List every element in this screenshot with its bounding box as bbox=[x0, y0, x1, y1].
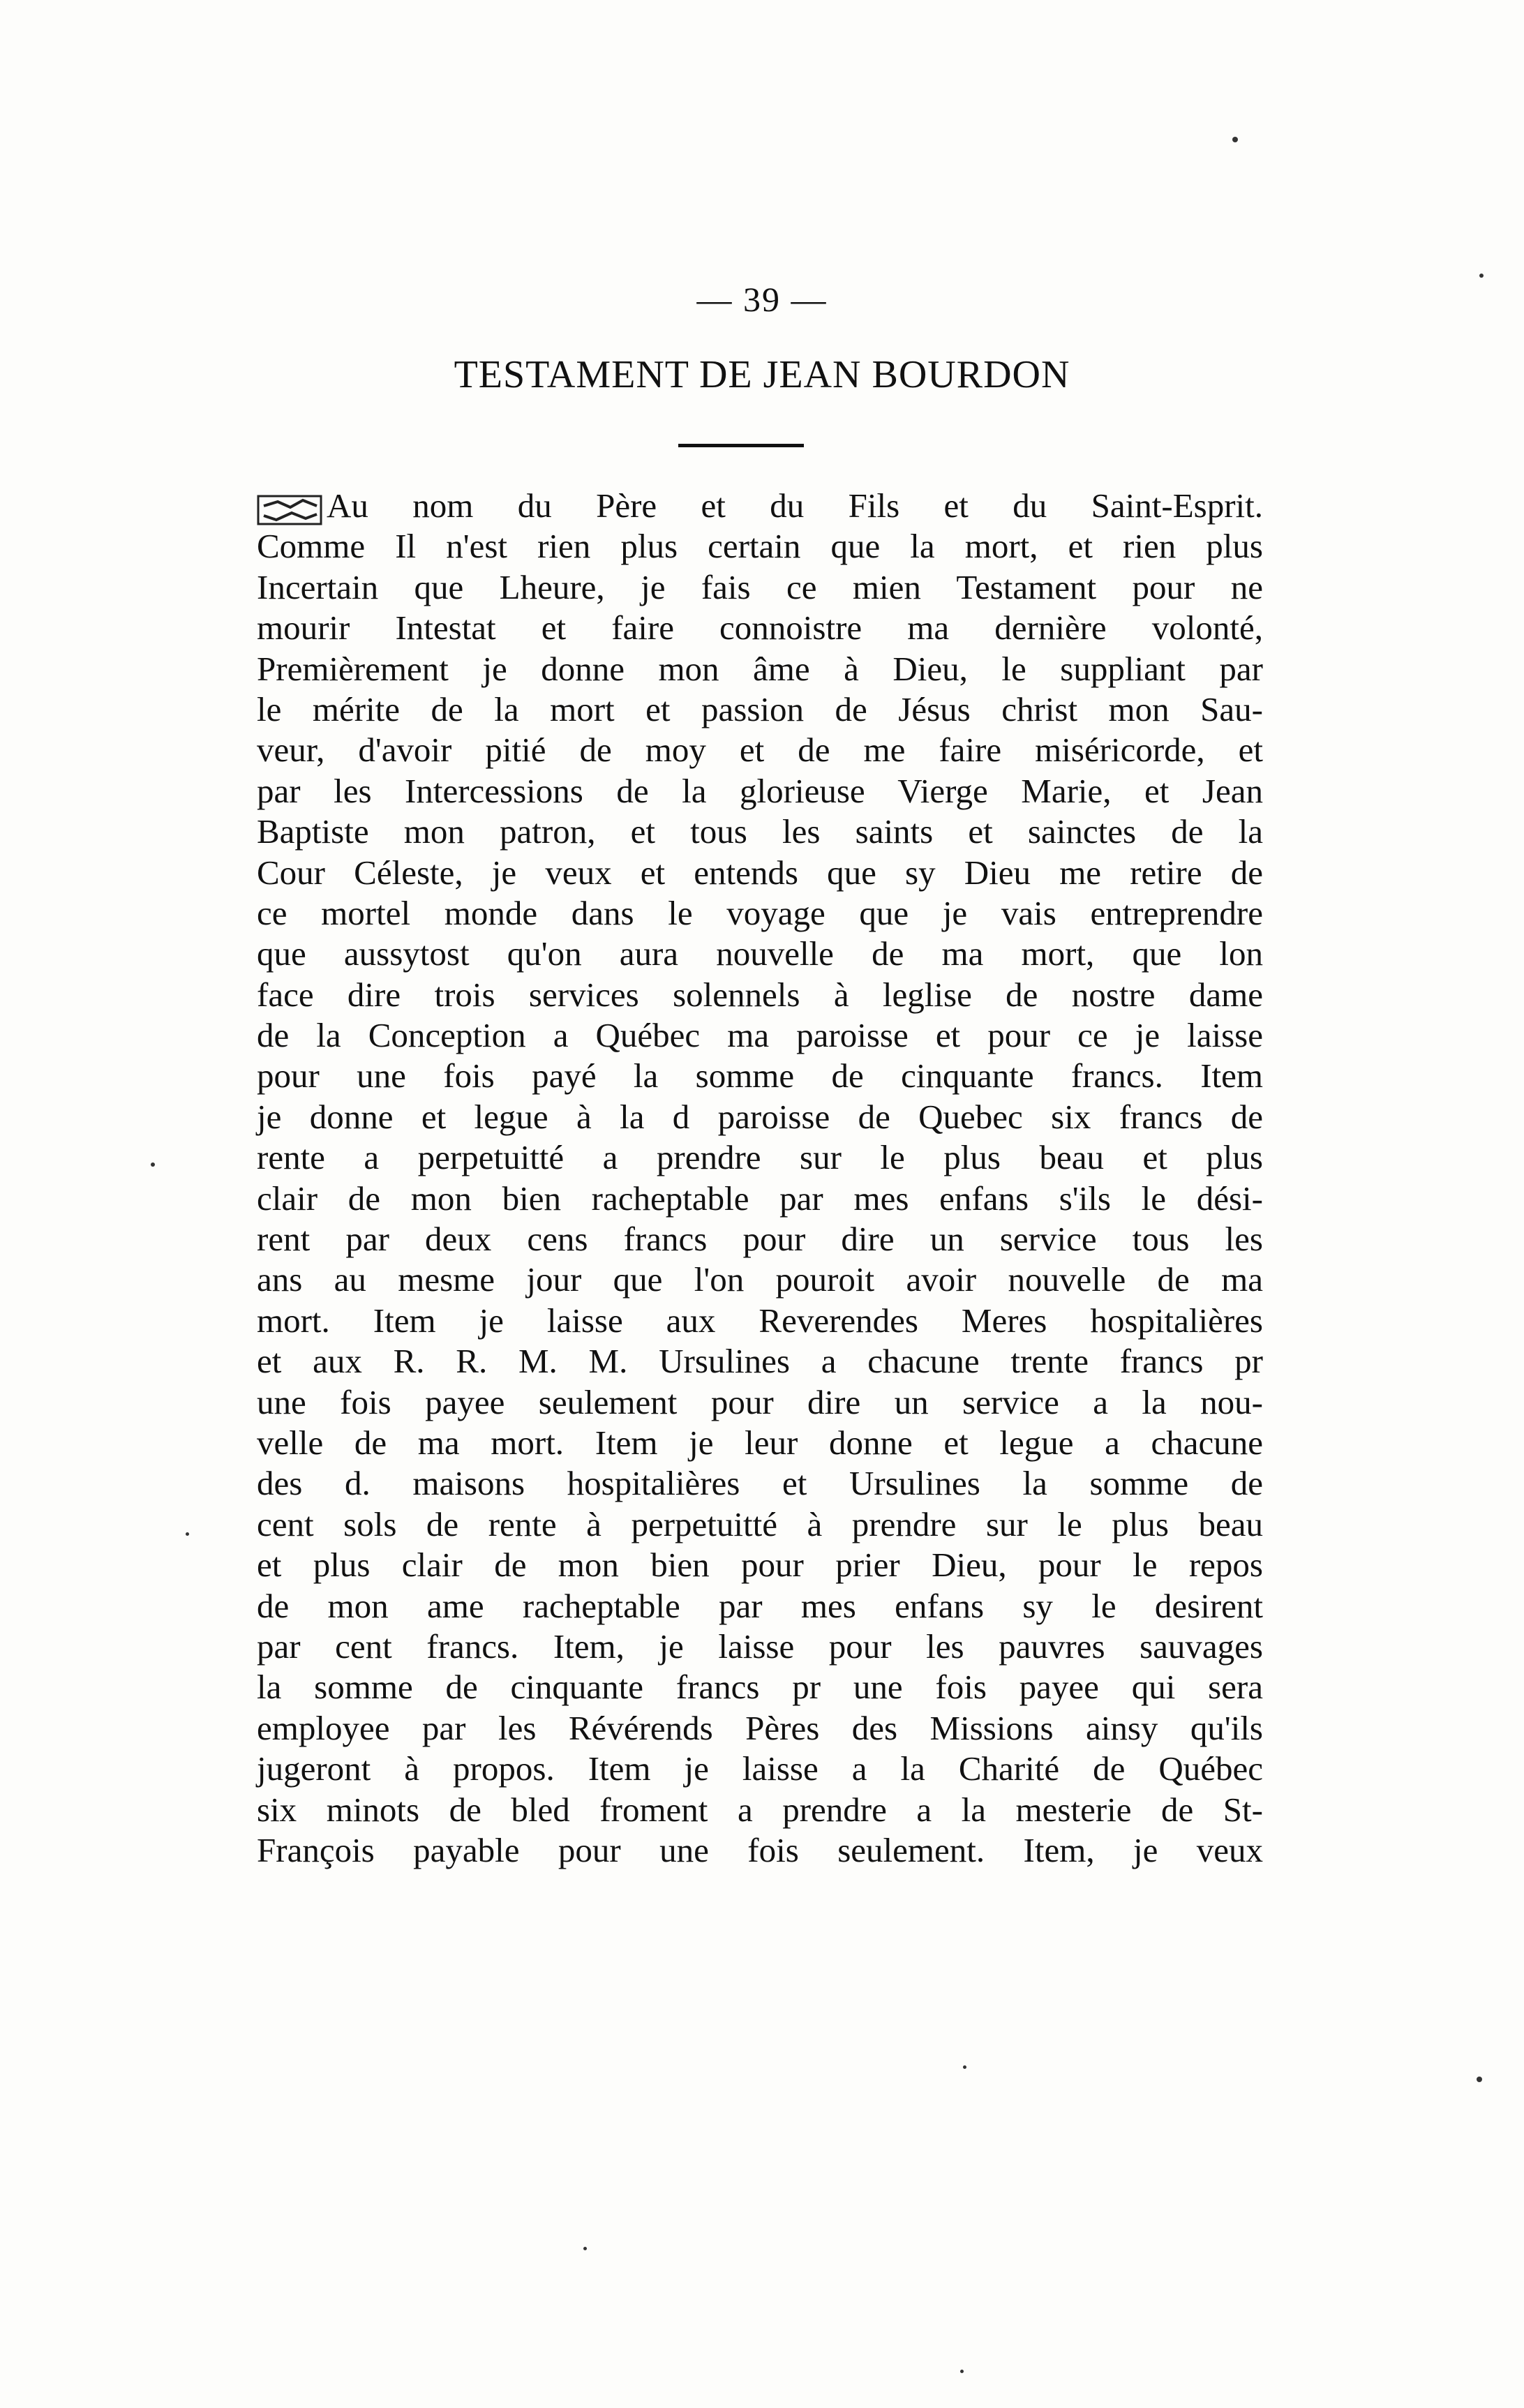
text-line: par les Intercessions de la glorieuse Vierge Marie, et Jean bbox=[257, 771, 1263, 810]
scan-speck bbox=[186, 1532, 189, 1536]
title-rule bbox=[678, 444, 804, 447]
text-line: pour une fois payé la somme de cinquante francs. Item bbox=[257, 1056, 1263, 1095]
text-line: jugeront à propos. Item je laisse a la Charité de Québec bbox=[257, 1749, 1263, 1788]
text-line: veur, d'avoir pitié de moy et de me faire miséricorde, et bbox=[257, 731, 1263, 770]
scan-speck bbox=[583, 2247, 587, 2250]
text-line: par cent francs. Item, je laisse pour les pauvres sauvages bbox=[257, 1626, 1263, 1666]
scan-speck bbox=[151, 1162, 155, 1167]
scan-speck bbox=[1477, 2077, 1482, 2082]
text-line: six minots de bled froment a prendre a la mesterie de St- bbox=[257, 1790, 1263, 1829]
text-line: clair de mon bien racheptable par mes enfans s'ils le dési- bbox=[257, 1179, 1263, 1218]
text-line: Incertain que Lheure, je fais ce mien Testament pour ne bbox=[257, 567, 1263, 606]
page-title: TESTAMENT DE JEAN BOURDON bbox=[454, 353, 1070, 396]
scan-speck bbox=[1479, 274, 1484, 278]
text-line: Baptiste mon patron, et tous les saints et sainctes de la bbox=[257, 812, 1263, 851]
text-line: Au nom du Père et du Fils et du Saint-Esprit. bbox=[257, 486, 1263, 526]
text-line: je donne et legue à la d paroisse de Quebec six francs de bbox=[257, 1097, 1263, 1136]
text-line: cent sols de rente à perpetuitté à prendre sur le plus beau bbox=[257, 1504, 1263, 1543]
text-line: ce mortel monde dans le voyage que je vais entreprendre bbox=[257, 893, 1263, 932]
text-line: de la Conception a Québec ma paroisse et pour ce je laisse bbox=[257, 1016, 1263, 1055]
library-stamp-icon bbox=[257, 492, 324, 527]
text-line: rent par deux cens francs pour dire un service tous les bbox=[257, 1220, 1263, 1259]
text-line: mort. Item je laisse aux Reverendes Meres hospitalières bbox=[257, 1301, 1263, 1340]
text-line: Premièrement je donne mon âme à Dieu, le suppliant par bbox=[257, 649, 1263, 688]
page-number: — 39 — bbox=[696, 280, 828, 319]
text-line: mourir Intestat et faire connoistre ma dernière volonté, bbox=[257, 608, 1263, 648]
text-line: François payable pour une fois seulement. Item, je veux bbox=[257, 1830, 1263, 1869]
scan-speck bbox=[1232, 137, 1238, 142]
text-line: Comme Il n'est rien plus certain que la mort, et rien plus bbox=[257, 527, 1263, 566]
text-line: de mon ame racheptable par mes enfans sy le desirent bbox=[257, 1586, 1263, 1625]
scan-speck bbox=[963, 2065, 966, 2069]
text-line: des d. maisons hospitalières et Ursulines la somme de bbox=[257, 1464, 1263, 1503]
testament-paragraph bbox=[257, 486, 1263, 1871]
text-line: et plus clair de mon bien pour prier Dieu, pour le repos bbox=[257, 1546, 1263, 1585]
text-line: ans au mesme jour que l'on pouroit avoir nouvelle de ma bbox=[257, 1260, 1263, 1299]
text-line: rente a perpetuitté a prendre sur le plus beau et plus bbox=[257, 1138, 1263, 1177]
text-line: la somme de cinquante francs pr une fois payee qui sera bbox=[257, 1668, 1263, 1707]
text-line: employee par les Révérends Pères des Missions ainsy qu'ils bbox=[257, 1708, 1263, 1747]
text-line: face dire trois services solennels à leglise de nostre dame bbox=[257, 975, 1263, 1014]
text-line: une fois payee seulement pour dire un service a la nou- bbox=[257, 1382, 1263, 1421]
text-line: Cour Céleste, je veux et entends que sy Dieu me retire de bbox=[257, 853, 1263, 892]
text-line: que aussytost qu'on aura nouvelle de ma mort, que lon bbox=[257, 934, 1263, 973]
text-line: et aux R. R. M. M. Ursulines a chacune trente francs pr bbox=[257, 1342, 1263, 1381]
text-line: velle de ma mort. Item je leur donne et legue a chacune bbox=[257, 1423, 1263, 1462]
text-line: le mérite de la mort et passion de Jésus christ mon Sau- bbox=[257, 689, 1263, 728]
scan-speck bbox=[960, 2370, 964, 2373]
